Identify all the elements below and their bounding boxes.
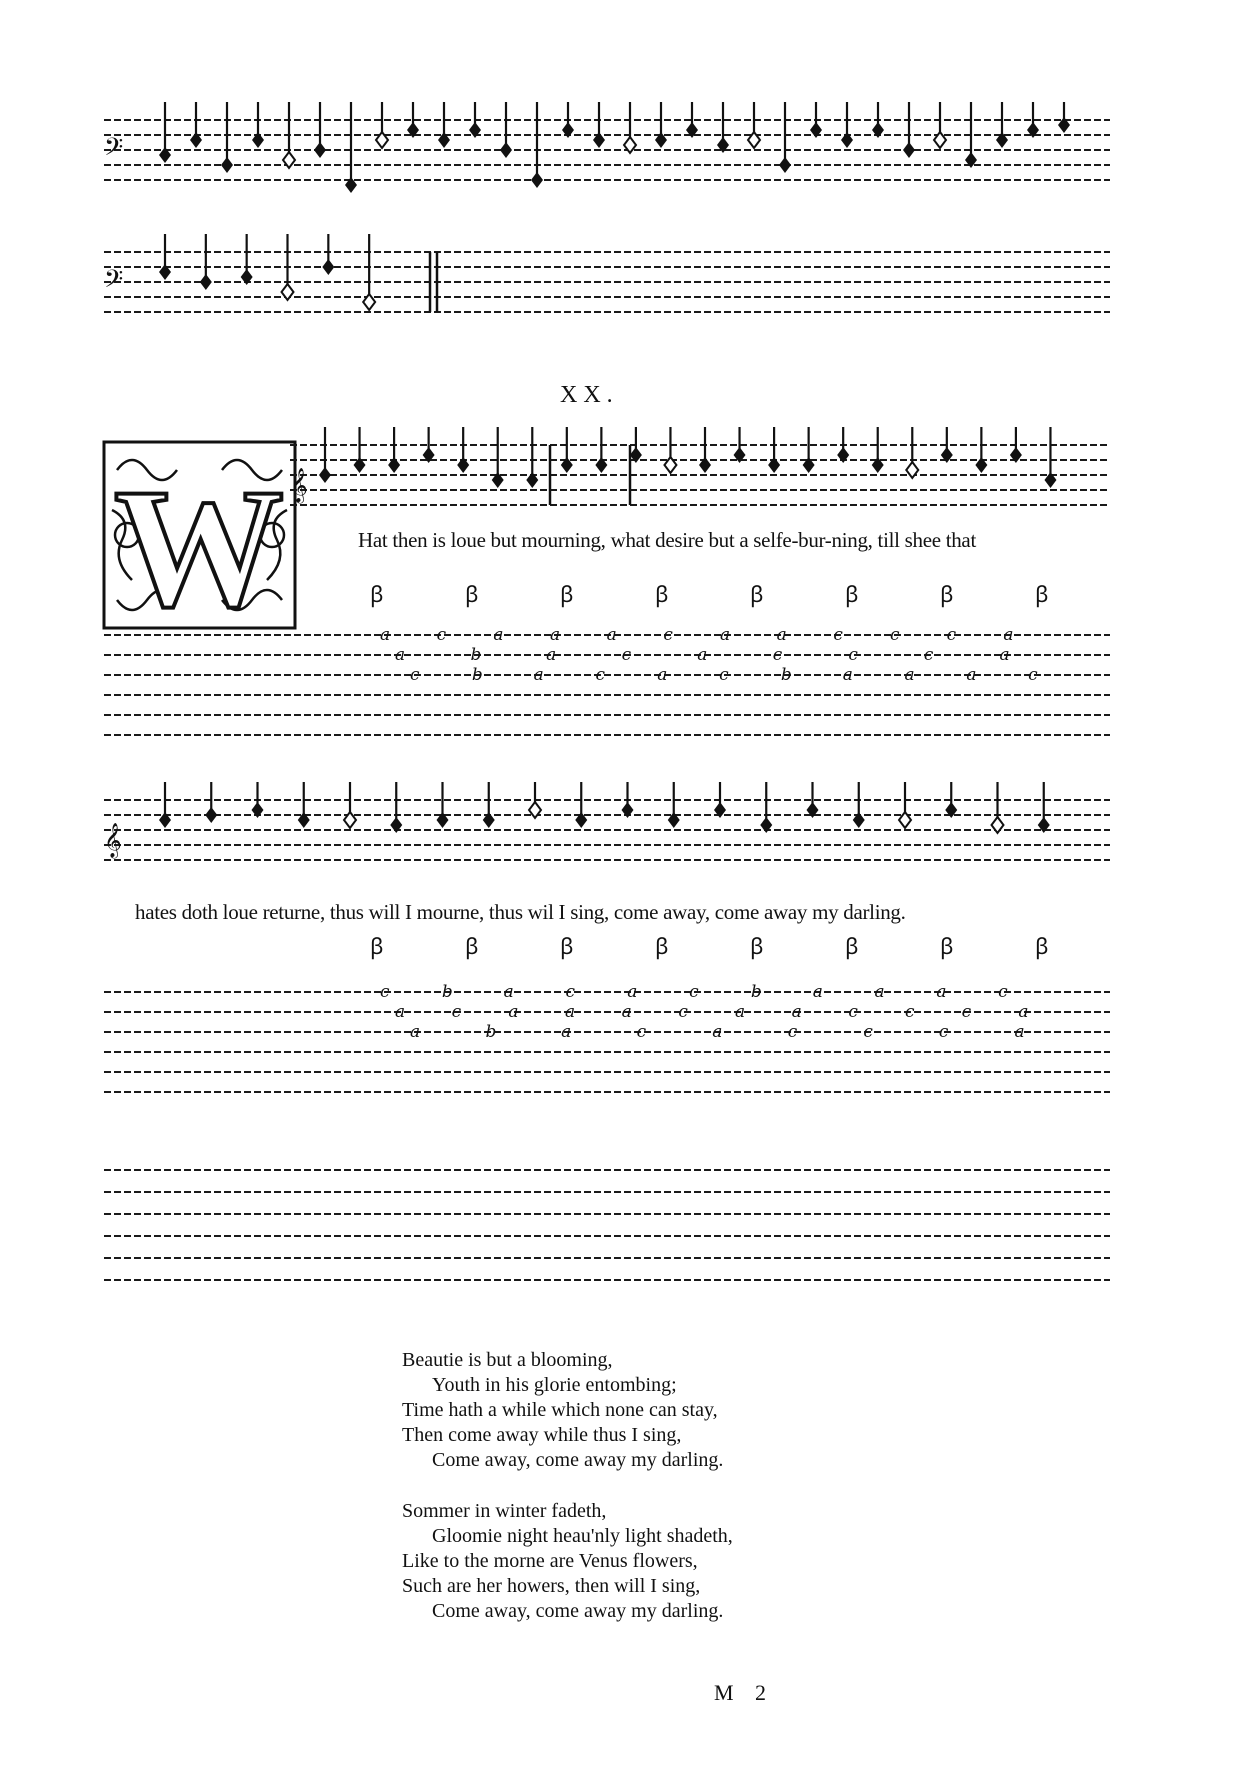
tablature-letter: c xyxy=(451,1002,462,1022)
tablature-letter: b xyxy=(441,982,453,1002)
tablature-letter: a xyxy=(812,982,823,1002)
treble-staff-system-3 xyxy=(0,425,1251,515)
tablature-letter: c xyxy=(410,665,420,685)
tablature-letter: a xyxy=(904,665,915,685)
rhythm-flag: ꞵ xyxy=(1035,935,1049,960)
tablature-letter: c xyxy=(998,982,1008,1002)
tablature-letter: a xyxy=(720,625,731,645)
stanza-1 xyxy=(402,1348,733,1473)
tablature-letter: a xyxy=(966,665,977,685)
stanza-2 xyxy=(402,1499,733,1624)
tablature-letter: a xyxy=(697,645,708,665)
tablature-letter: b xyxy=(470,645,482,665)
verse-line: Time hath a while which none can stay, xyxy=(402,1399,718,1421)
tablature-letter: a xyxy=(776,625,787,645)
tablature-letter: c xyxy=(621,645,632,665)
tablature-letter: c xyxy=(380,982,390,1002)
tablature-letter: a xyxy=(395,645,406,665)
tablature-letter: c xyxy=(678,1002,688,1022)
bass-staff-system-2 xyxy=(0,232,1251,342)
empty-tablature xyxy=(0,1160,1251,1290)
note-head xyxy=(500,142,512,158)
verse-line: Youth in his glorie entombing; xyxy=(432,1374,677,1396)
verse-line: Beautie is but a blooming, xyxy=(402,1349,613,1371)
tablature-letter: c xyxy=(905,1002,915,1022)
tablature-letter: a xyxy=(533,665,544,685)
verse-line: Come away, come away my darling. xyxy=(432,1449,724,1471)
tablature-letter: a xyxy=(1003,625,1014,645)
rhythm-flag: ꞵ xyxy=(845,583,859,608)
tablature-letter: a xyxy=(874,982,885,1002)
lute-tablature-1 xyxy=(0,580,1251,740)
tablature-letter: b xyxy=(485,1022,497,1042)
verse-line: Then come away while thus I sing, xyxy=(402,1424,682,1446)
note-head xyxy=(221,157,233,173)
note-head xyxy=(388,457,400,473)
note-head xyxy=(322,259,334,275)
tablature-letter: a xyxy=(380,625,391,645)
note-head xyxy=(872,122,884,138)
tablature-letter: c xyxy=(719,665,729,685)
tablature-letter: c xyxy=(636,1022,647,1042)
tablature-letter: a xyxy=(791,1002,802,1022)
tablature-letter: b xyxy=(780,665,792,685)
tablature-letter: c xyxy=(946,625,957,645)
note-head xyxy=(457,457,469,473)
tablature-letter: a xyxy=(546,645,557,665)
tablature-letter: a xyxy=(550,625,561,645)
note-head xyxy=(562,122,574,138)
tablature-letter: c xyxy=(595,665,605,685)
svg-text:𝄢: 𝄢 xyxy=(104,133,124,168)
rhythm-flag: ꞵ xyxy=(655,935,669,960)
rhythm-flag: ꞵ xyxy=(750,583,764,608)
note-head xyxy=(314,142,326,158)
tablature-letter: a xyxy=(842,665,853,685)
tablature-letter: c xyxy=(848,645,858,665)
svg-text:𝄞: 𝄞 xyxy=(290,468,308,503)
tablature-letter: a xyxy=(503,982,514,1002)
tablature-letter: c xyxy=(565,982,575,1002)
note-head xyxy=(200,274,212,290)
note-head xyxy=(841,132,853,148)
rhythm-flag: ꞵ xyxy=(1035,583,1049,608)
rhythm-flag: ꞵ xyxy=(370,935,384,960)
verse-line: Gloomie night heau'nly light shadeth, xyxy=(432,1525,733,1547)
song-number: XX. xyxy=(560,382,619,408)
tablature-letter: a xyxy=(1014,1022,1025,1042)
note-head xyxy=(903,142,915,158)
tablature-letter: c xyxy=(833,625,843,645)
tablature-letter: c xyxy=(663,625,673,645)
rhythm-flag: ꞵ xyxy=(560,935,574,960)
note-head xyxy=(319,467,331,483)
tablature-letter: c xyxy=(961,1002,972,1022)
note-head xyxy=(205,807,217,823)
note-head xyxy=(768,457,780,473)
note-head xyxy=(992,817,1004,833)
verse-line: Sommer in winter fadeth, xyxy=(402,1500,607,1522)
lyrics-line-1: Hat then is loue but mourning, what desire but a selfe-bur-ning, till shee that xyxy=(358,528,976,552)
lute-tablature-2 xyxy=(0,932,1251,1102)
tablature-letter: a xyxy=(627,982,638,1002)
verse-line: Come away, come away my darling. xyxy=(432,1600,724,1622)
verse-line: Like to the morne are Venus flowers, xyxy=(402,1550,698,1572)
tablature-letter: a xyxy=(565,1002,576,1022)
tablature-letter: c xyxy=(938,1022,949,1042)
rhythm-flag: ꞵ xyxy=(465,935,479,960)
tablature-letter: c xyxy=(848,1002,858,1022)
rhythm-flag: ꞵ xyxy=(845,935,859,960)
note-head xyxy=(252,802,264,818)
svg-text:W: W xyxy=(114,454,284,630)
tablature-letter: c xyxy=(436,625,447,645)
verse-text xyxy=(402,1348,733,1650)
note-head xyxy=(622,802,634,818)
treble-staff-system-4 xyxy=(0,780,1251,880)
tablature-letter: a xyxy=(606,625,617,645)
tablature-letter: c xyxy=(923,645,934,665)
svg-text:𝄢: 𝄢 xyxy=(104,265,124,300)
tablature-letter: a xyxy=(493,625,504,645)
rhythm-flag: ꞵ xyxy=(750,935,764,960)
note-head xyxy=(779,157,791,173)
lyrics-line-2: hates doth loue returne, thus will I mourne, thus wil I sing, come away, come away my darling. xyxy=(135,900,906,924)
tablature-letter: a xyxy=(712,1022,723,1042)
verse-line: Such are her howers, then will I sing, xyxy=(402,1575,701,1597)
note-head xyxy=(531,172,543,188)
note-head xyxy=(837,447,849,463)
rhythm-flag: ꞵ xyxy=(940,935,954,960)
tablature-letter: a xyxy=(561,1022,572,1042)
note-head xyxy=(252,132,264,148)
tablature-letter: a xyxy=(657,665,668,685)
tablature-letter: a xyxy=(1018,1002,1029,1022)
tablature-letter: a xyxy=(621,1002,632,1022)
bass-staff-system-1 xyxy=(0,100,1251,210)
note-head xyxy=(282,284,294,300)
tablature-letter: c xyxy=(890,625,900,645)
tablature-letter: c xyxy=(863,1022,873,1042)
tablature-letter: a xyxy=(508,1002,519,1022)
tablature-letter: a xyxy=(395,1002,406,1022)
tablature-letter: c xyxy=(772,645,783,665)
signature-mark: M 2 xyxy=(714,1680,775,1705)
rhythm-flag: ꞵ xyxy=(560,583,574,608)
tablature-letter: a xyxy=(410,1022,421,1042)
svg-text:𝄞: 𝄞 xyxy=(104,823,122,858)
tablature-letter: a xyxy=(735,1002,746,1022)
tablature-letter: c xyxy=(1028,665,1038,685)
tablature-letter: c xyxy=(787,1022,798,1042)
rhythm-flag: ꞵ xyxy=(940,583,954,608)
tablature-letter: b xyxy=(471,665,483,685)
rhythm-flag: ꞵ xyxy=(465,583,479,608)
tablature-letter: c xyxy=(689,982,699,1002)
tablature-letter: b xyxy=(750,982,762,1002)
rhythm-flag: ꞵ xyxy=(370,583,384,608)
rhythm-flag: ꞵ xyxy=(655,583,669,608)
tablature-letter: a xyxy=(936,982,947,1002)
tablature-letter: a xyxy=(999,645,1010,665)
